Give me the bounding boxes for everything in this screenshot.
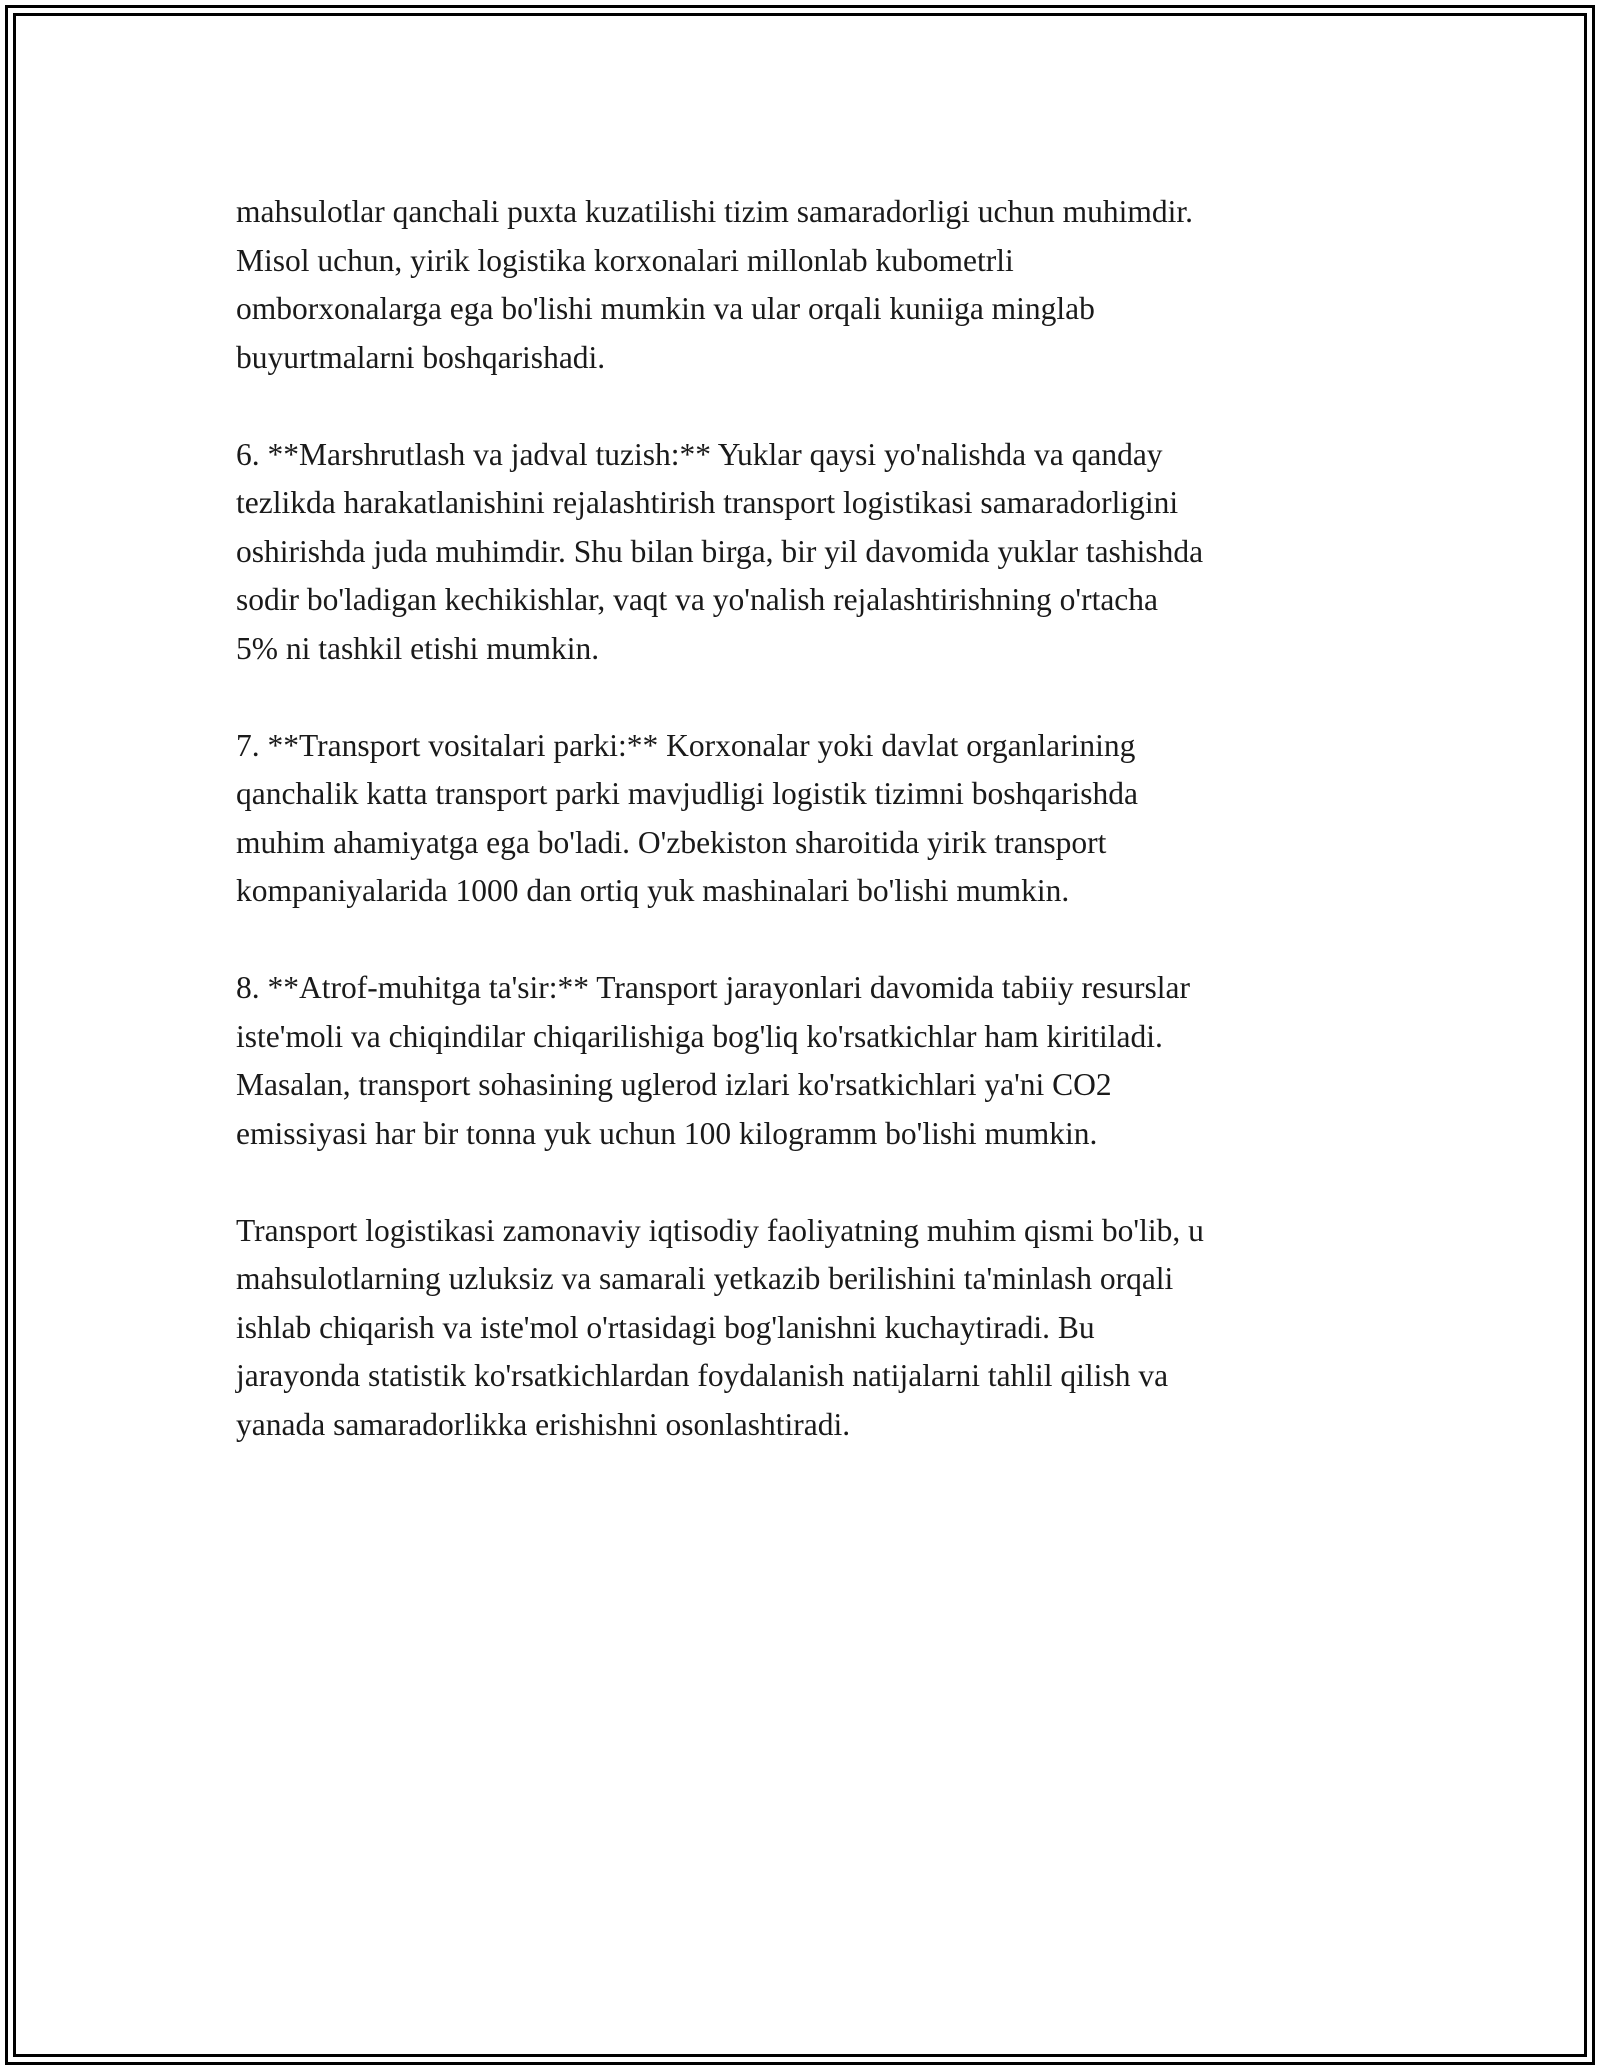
text-line: 5% ni tashkil etishi mumkin. xyxy=(236,630,600,666)
text-line: oshirishda juda muhimdir. Shu bilan birga, bir yil davomida yuklar tashishda xyxy=(236,533,1204,569)
text-line: 6. **Marshrutlash va jadval tuzish:** Yuklar qaysi yo'nalishda va qanday xyxy=(236,436,1163,472)
text-line: Transport logistikasi zamonaviy iqtisodiy faoliyatning muhim qismi bo'lib, u xyxy=(236,1212,1204,1248)
paragraph-item-6-routing xyxy=(236,431,1416,674)
text-line: qanchalik katta transport parki mavjudligi logistik tizimni boshqarishda xyxy=(236,776,1138,811)
text-line: jarayonda statistik ko'rsatkichlardan foydalanish natijalarni tahlil qilish va xyxy=(236,1358,1169,1393)
text-line: emissiyasi har bir tonna yuk uchun 100 kilogramm bo'lishi mumkin. xyxy=(236,1115,1098,1151)
text-line: sodir bo'ladigan kechikishlar, vaqt va yo'nalish rejalashtirishning o'rtacha xyxy=(236,582,1159,617)
text-line: kompaniyalarida 1000 dan ortiq yuk mashinalari bo'lishi mumkin. xyxy=(236,873,1070,908)
text-line: Misol uchun, yirik logistika korxonalari millonlab kubometrli xyxy=(236,242,1014,278)
text-line: Masalan, transport sohasining uglerod izlari ko'rsatkichlari ya'ni CO2 xyxy=(236,1067,1112,1102)
text-line: ishlab chiqarish va iste'mol o'rtasidagi bog'lanishni kuchaytiradi. Bu xyxy=(236,1309,1095,1345)
text-line: muhim ahamiyatga ega bo'ladi. O'zbekiston sharoitida yirik transport xyxy=(236,824,1107,860)
text-line: mahsulotlar qanchali puxta kuzatilishi tizim samaradorligi uchun muhimdir. xyxy=(236,194,1194,229)
paragraph-item-7-fleet xyxy=(236,722,1416,916)
text-line: yanada samaradorlikka erishishni osonlashtiradi. xyxy=(236,1406,851,1442)
text-line: tezlikda harakatlanishini rejalashtirish transport logistikasi samaradorligini xyxy=(236,485,1179,520)
text-line: omborxonalarga ega bo'lishi mumkin va ular orqali kuniiga minglab xyxy=(236,291,1095,326)
paragraph-intro-continued xyxy=(236,188,1416,382)
text-line: 7. **Transport vositalari parki:** Korxonalar yoki davlat organlarining xyxy=(236,727,1136,763)
text-line: mahsulotlarning uzluksiz va samarali yetkazib berilishini ta'minlash orqali xyxy=(236,1261,1174,1296)
paragraph-item-8-environment xyxy=(236,964,1416,1158)
text-line: buyurtmalarni boshqarishadi. xyxy=(236,339,606,375)
text-line: 8. **Atrof-muhitga ta'sir:** Transport jarayonlari davomida tabiiy resurslar xyxy=(236,970,1190,1005)
paragraph-conclusion xyxy=(236,1207,1416,1450)
document-body xyxy=(236,188,1416,1498)
text-line: iste'moli va chiqindilar chiqarilishiga bog'liq ko'rsatkichlar ham kiritiladi. xyxy=(236,1018,1163,1054)
